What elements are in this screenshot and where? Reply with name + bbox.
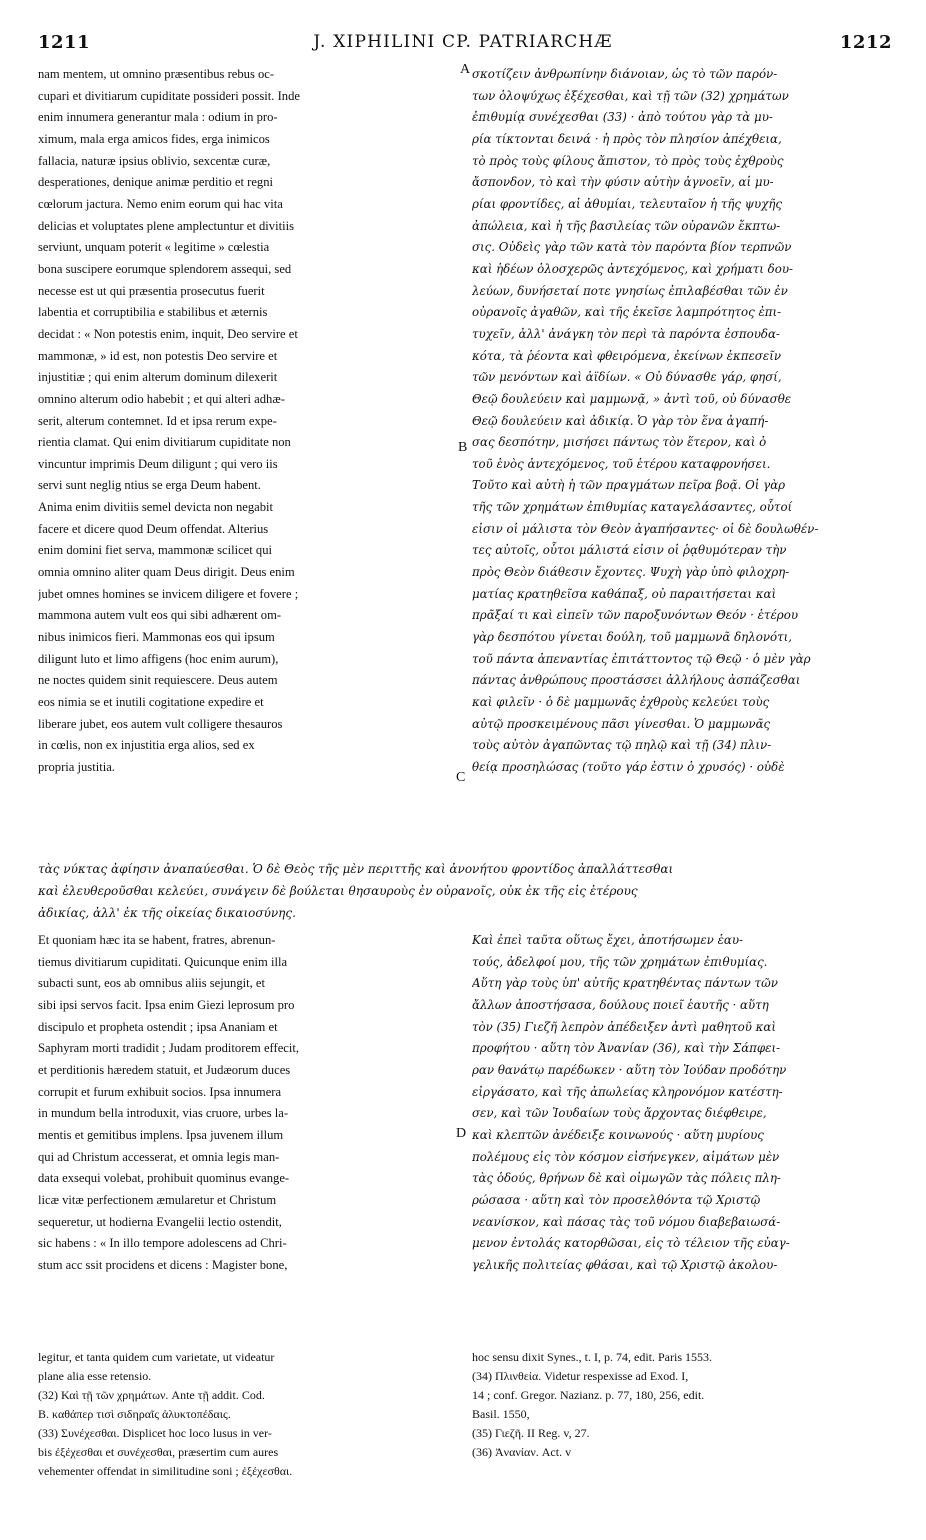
text-line: nibus inimicos fieri. Mammonas eos qui ipsum [38, 630, 275, 645]
text-line: τῆς τῶν χρημάτων ἐπιθυμίας καταγελάσαντες, οὗτοί [472, 500, 793, 515]
text-line: facere et dicere quod Deum offendat. Alterius [38, 521, 269, 536]
text-line: B. καθάπερ τισὶ σιδηραῖς ἀλυκτοπέδαις. [38, 1407, 231, 1421]
greek-column-lower [472, 930, 890, 1277]
text-line: jubet omnes homines se invicem diligere et fovere ; [38, 586, 299, 601]
text-line: (33) Συνέχεσθαι. Displicet hoc loco lusus in ver- [38, 1426, 272, 1440]
text-line: ραν θανάτῳ παρέδωκεν · αὕτη τὸν Ἰούδαν προδότην [472, 1062, 787, 1077]
text-line: εἰσιν οἱ μάλιστα τὸν Θεὸν ἀγαπήσαντες· οἱ δὲ δουλωθέν- [472, 521, 819, 536]
text-line: καὶ ἐλευθεροῦσθαι κελεύει, συνάγειν δὲ βούλεται θησαυροὺς ἐν οὐρανοῖς, οὐκ ἐκ τῆς εἰς ἑτέρους [38, 884, 638, 898]
text-line: τες αὐτοῖς, οὗτοι μάλιστά εἰσιν οἱ ῥᾳθυμότεραν τὴν [472, 543, 787, 558]
text-line: hoc sensu dixit Synes., t. I, p. 74, edit. Paris 1553. [472, 1350, 712, 1364]
text-line: diligunt luto et limo affigens (hoc enim aurum), [38, 651, 279, 666]
text-line: καὶ φιλεῖν · ὁ δὲ μαμμωνᾶς ἐχθροὺς κελεύει τοὺς [472, 695, 770, 710]
text-line: Θεῷ δουλεύειν καὶ ἀδικίᾳ. Ὁ γὰρ τὸν ἕνα ἀγαπή- [472, 413, 769, 428]
text-line: rientia clamat. Qui enim divitiarum cupiditate non [38, 435, 291, 450]
text-line: cœlorum jactura. Nemo enim eorum qui hac vita [38, 196, 283, 211]
text-line: stum acc ssit procidens et dicens : Magister bone, [38, 1257, 288, 1272]
text-line: Saphyram morti tradidit ; Judam proditorem effecit, [38, 1041, 300, 1056]
text-line: in cœlis, non ex injustitia erga alios, sed ex [38, 738, 255, 753]
text-line: σις. Οὐδεὶς γὰρ τῶν κατὰ τὸν παρόντα βίον τερπνῶν [472, 240, 792, 255]
text-line: licæ vitæ perfectionem æmularetur et Christum [38, 1192, 277, 1207]
text-line: enim domini fiet serva, mammonæ scilicet qui [38, 543, 272, 558]
text-line: νεανίσκον, καὶ πάσας τὰς τοῦ νόμου διαβεβαιωσά- [472, 1214, 781, 1229]
page-number-left: 1211 [38, 32, 91, 53]
text-line: τὰς ὁδούς, θρήνων δὲ καὶ οἰμωγῶν τὰς πόλεις πλη- [472, 1171, 781, 1186]
text-line: Τοῦτο καὶ αὐτὴ ἡ τῶν πραγμάτων πεῖρα βοᾷ. Οἱ γὰρ [472, 478, 786, 493]
margin-letter-d: D [456, 1126, 467, 1141]
text-line: sic habens : « In illo tempore adolescens ad Chri- [38, 1236, 287, 1251]
text-line: necesse est ut qui præsentia prosecutus fuerit [38, 283, 265, 298]
text-line: mammonæ, » id est, non potestis Deo servire et [38, 348, 278, 363]
text-line: γὰρ δεσπότου γίνεται δούλη, τοῦ μαμμωνᾶ δηλονότι, [472, 630, 793, 645]
text-line: serviunt, unquam poterit « legitime » cœlestia [38, 240, 270, 255]
text-line: (32) Καὶ τῇ τῶν χρημάτων. Ante τῇ addit. Cod. [38, 1388, 265, 1402]
text-line: τούς, ἀδελφοί μου, τῆς τῶν χρημάτων ἐπιθυμίας. [472, 954, 768, 969]
text-line: sibi ipsi servos facit. Ipsa enim Giezi leprosum pro [38, 997, 295, 1012]
text-line: τὰς νύκτας ἀφίησιν ἀναπαύεσθαι. Ὁ δὲ Θεὸς τῆς μὲν περιττῆς καὶ ἀνονήτου φροντίδος ἀπαλλάττεσθαι [38, 862, 674, 876]
text-line: bis ἐξέχεσθαι et συνέχεσθαι, præsertim cum aures [38, 1445, 279, 1459]
text-line: θείᾳ προσηλώσας (τοῦτο γάρ ἐστιν ὁ χρυσός) · οὐδὲ [472, 760, 785, 774]
text-line: καὶ κλεπτῶν ἀνέδειξε κοινωνούς · αὕτη μυρίους [472, 1127, 764, 1142]
text-line: mammona autem vult eos qui sibi adhærent om- [38, 608, 282, 623]
text-line: πάντας ἀνθρώπους προστάσσει ἀλλήλους ἀσπάζεσθαι [472, 673, 801, 688]
text-line: ne noctes quidem sinit requiescere. Deus autem [38, 673, 278, 688]
text-line: Θεῷ δουλεύειν καὶ μαμμωνᾷ, » ἀντὶ τοῦ, οὐ δύνασθε [472, 391, 792, 406]
text-line: omnia omnino aliter quam Deus dirigit. Deus enim [38, 565, 295, 580]
text-line: πρᾶξαί τι καὶ εἰπεῖν τῶν παροξυνόντων Θεόν · ἑτέρου [472, 608, 798, 623]
text-line: bona suscipere eorumque splendorem assequi, sed [38, 261, 292, 276]
text-line: των ὁλοψύχως ἐξέχεσθαι, καὶ τῇ τῶν (32) χρημάτων [472, 88, 789, 103]
text-line: omnino alterum odio habebit ; et qui alteri adhæ- [38, 391, 285, 406]
text-line: cupari et divitiarum cupiditate possideri possit. Inde [38, 88, 300, 103]
text-line: Καὶ ἐπεὶ ταῦτα οὕτως ἔχει, ἀποτήσωμεν ἑαυ- [472, 933, 744, 947]
text-line: ἀδικίας, ἀλλ' ἐκ τῆς οἰκείας δικαιοσύνης. [38, 906, 296, 920]
text-line: καὶ ἡδέων ὁλοσχερῶς ἀντεχόμενος, καὶ χρήματι δου- [472, 261, 793, 276]
text-line: Basil. 1550, [472, 1407, 530, 1421]
text-line: τὸν (35) Γιεζῆ λεπρὸν ἀπέδειξεν ἀντὶ μαθητοῦ καὶ [472, 1019, 776, 1034]
latin-column-upper [38, 64, 456, 779]
text-line: ματίας κρατηθεῖσα καθάπαξ, οὐ παραιτήσεται καὶ [472, 586, 777, 601]
text-line: ἄλλων ἀποστήσασα, δούλους ποιεῖ ἑαυτῆς · αὕτη [472, 997, 769, 1012]
text-line: κότα, τὰ ῥέοντα καὶ φθειρόμενα, ἐκείνων ἐκπεσεῖν [472, 348, 781, 363]
text-line: τοῦ ἑνὸς ἀντεχόμενος, τοῦ ἑτέρου καταφρονήσει. [472, 456, 771, 471]
text-line: desperationes, denique animæ perditio et regni [38, 175, 274, 190]
text-line: τὸ πρὸς τοὺς φίλους ἄπιστον, τὸ πρὸς τοὺς ἐχθροὺς [472, 153, 784, 168]
text-line: σκοτίζειν ἀνθρωπίνην διάνοιαν, ὡς τὸ τῶν παρόν- [472, 67, 778, 81]
text-line: et perditionis hæredem statuit, et Judæorum duces [38, 1062, 291, 1077]
text-line: (35) Γιεζῆ. II Reg. v, 27. [472, 1426, 590, 1440]
margin-letter-a: A [460, 62, 471, 77]
text-line: αὐτῷ προσκειμένους πᾶσι γίνεσθαι. Ὁ μαμμωνᾶς [472, 716, 771, 731]
text-line: εἰργάσατο, καὶ τῆς ἀπωλείας κληρονόμον κατέστη- [472, 1084, 783, 1099]
text-line: πρὸς Θεὸν διάθεσιν ἔχοντες. Ψυχὴ γὰρ ὑπὸ φιλοχρη- [472, 565, 790, 580]
text-line: (34) Πλινθεία. Videtur respexisse ad Exod. I, [472, 1369, 689, 1383]
text-line: tiemus divitiarum cupiditati. Quicunque enim illa [38, 954, 288, 969]
text-line: λεύων, δυνήσεταί ποτε γνησίως ἐπιλαβέσθαι τῶν ἐν [472, 283, 788, 298]
text-line: sequeretur, ut hodierna Evangelii lectio ostendit, [38, 1214, 282, 1229]
text-line: οὐρανοῖς ἀγαθῶν, καὶ τῆς ἐκεῖσε λαμπρότητος ἐπι- [472, 305, 782, 320]
text-line: nam mentem, ut omnino præsentibus rebus oc- [38, 67, 275, 81]
text-line: ἐπιθυμίᾳ συνέχεσθαι (33) · ἀπὸ τούτου γὰρ τὰ μυ- [472, 110, 773, 125]
margin-letter-c: C [456, 770, 466, 785]
text-line: delicias et voluptates plene amplectuntur et divitiis [38, 218, 295, 233]
text-line: mentis et gemitibus implens. Ipsa juvenem illum [38, 1127, 284, 1142]
text-line: Et quoniam hæc ita se habent, fratres, abrenun- [38, 933, 276, 947]
text-line: serit, alterum contemnet. Id et ipsa rerum expe- [38, 413, 277, 428]
text-line: propria justitia. [38, 760, 115, 774]
text-line: legitur, et tanta quidem cum varietate, ut videatur [38, 1350, 275, 1364]
margin-letter-b: B [458, 440, 468, 455]
text-line: ἀπώλεια, καὶ ἡ τῆς βασιλείας τῶν οὐρανῶν ἔκπτω- [472, 218, 781, 233]
text-line: discipulo et propheta ostendit ; ipsa Ananiam et [38, 1019, 278, 1034]
text-line: fallacia, naturæ ipsius oblivio, sexcentæ curæ, [38, 153, 271, 168]
text-line: qui ad Christum accesserat, et omnia legis man- [38, 1149, 280, 1164]
text-line: servi sunt neglig ntius se erga Deum habent. [38, 478, 261, 493]
text-line: σας δεσπότην, μισήσει πάντως τὸν ἕτερον, καὶ ὁ [472, 435, 767, 450]
text-line: plane alia esse retensio. [38, 1369, 152, 1383]
greek-column-upper [472, 64, 890, 779]
text-line: σεν, καὶ τῶν Ἰουδαίων τοὺς ἄρχοντας διέφθειρε, [472, 1106, 767, 1121]
text-line: labentia et corruptibilia e stabilibus et æternis [38, 305, 268, 320]
text-line: liberare jubet, eos autem vult colligere thesauros [38, 716, 283, 731]
text-line: ρία τίκτονται δεινά · ἡ πρὸς τὸν πλησίον ἀπέχθεια, [472, 131, 782, 146]
footnotes-right [472, 1348, 890, 1462]
text-line: τῶν μενόντων καὶ ἀϊδίων. « Οὐ δύνασθε γάρ, φησί, [472, 370, 782, 385]
text-line: enim innumera generantur mala : odium in pro- [38, 110, 278, 125]
text-line: injustitiæ ; qui enim alterum dominum dilexerit [38, 370, 278, 385]
text-line: ximum, mala erga amicos fides, erga inimicos [38, 131, 270, 146]
text-line: data exsequi volebat, prohibuit quominus evange- [38, 1171, 290, 1186]
text-line: μενον ἐντολάς κατορθῶσαι, εἰς τὸ τέλειον τῆς εὐαγ- [472, 1236, 790, 1251]
text-line: decidat : « Non potestis enim, inquit, Deo servire et [38, 326, 298, 341]
latin-column-lower [38, 930, 456, 1277]
text-line: τυχεῖν, ἀλλ' ἀνάγκη τὸν περὶ τὰ παρόντα ἐσπουδα- [472, 326, 780, 341]
text-line: πολέμους εἰς τὸν κόσμον εἰσήνεγκεν, αἱμάτων μὲν [472, 1149, 780, 1164]
text-line: 14 ; conf. Gregor. Nazianz. p. 77, 180, 256, edit. [472, 1388, 705, 1402]
footnotes-left [38, 1348, 456, 1481]
page-number-right: 1212 [839, 32, 892, 53]
text-line: vehementer offendat in similitudine soni ; ἐξέχεσθαι. [38, 1464, 293, 1478]
text-line: τοὺς αὐτὸν ἀγαπῶντας τῷ πηλῷ καὶ τῇ (34) πλιν- [472, 738, 772, 753]
greek-runover-paragraph [38, 858, 890, 924]
text-line: subacti sunt, eos ab omnibus aliis sejungit, et [38, 976, 266, 991]
text-line: ἄσπονδον, τὸ καὶ τὴν φύσιν αὐτὴν ἀγνοεῖν, αἱ μυ- [472, 175, 774, 190]
text-line: τοῦ πάντα ἀπεναντίας ἐπιτάττοντος τῷ Θεῷ · ὁ μὲν γὰρ [472, 651, 811, 666]
text-line: ρώσασα · αὕτη καὶ τὸν προσελθόντα τῷ Χριστῷ [472, 1192, 761, 1207]
text-line: corrupit et furum exhibuit socios. Ipsa innumera [38, 1084, 282, 1099]
text-line: Αὕτη γὰρ τοὺς ὑπ' αὐτῆς κρατηθέντας πάντων τῶν [472, 976, 778, 991]
text-line: eos nimia se et inutili cogitatione expedire et [38, 695, 264, 710]
running-title: J. XIPHILINI CP. PATRIARCHÆ [313, 32, 613, 52]
text-line: Anima enim divitiis semel devicta non negabit [38, 500, 274, 515]
text-line: προφήτου · αὕτη τὸν Ἀνανίαν (36), καὶ τὴν Σάπφει- [472, 1041, 781, 1056]
text-line: ρίαι φροντίδες, αἱ ἀθυμίαι, τελευταῖον ἡ τῆς ψυχῆς [472, 196, 783, 211]
text-line: (36) Ἀνανίαν. Act. v [472, 1445, 572, 1459]
text-line: in mundum bella introduxit, vias cruore, urbes la- [38, 1106, 289, 1121]
text-line: vincuntur imprimis Deum diligunt ; qui vero iis [38, 456, 278, 471]
text-line: γελικῆς πολιτείας φθάσαι, καὶ τῷ Χριστῷ ἀκολου- [472, 1257, 778, 1272]
